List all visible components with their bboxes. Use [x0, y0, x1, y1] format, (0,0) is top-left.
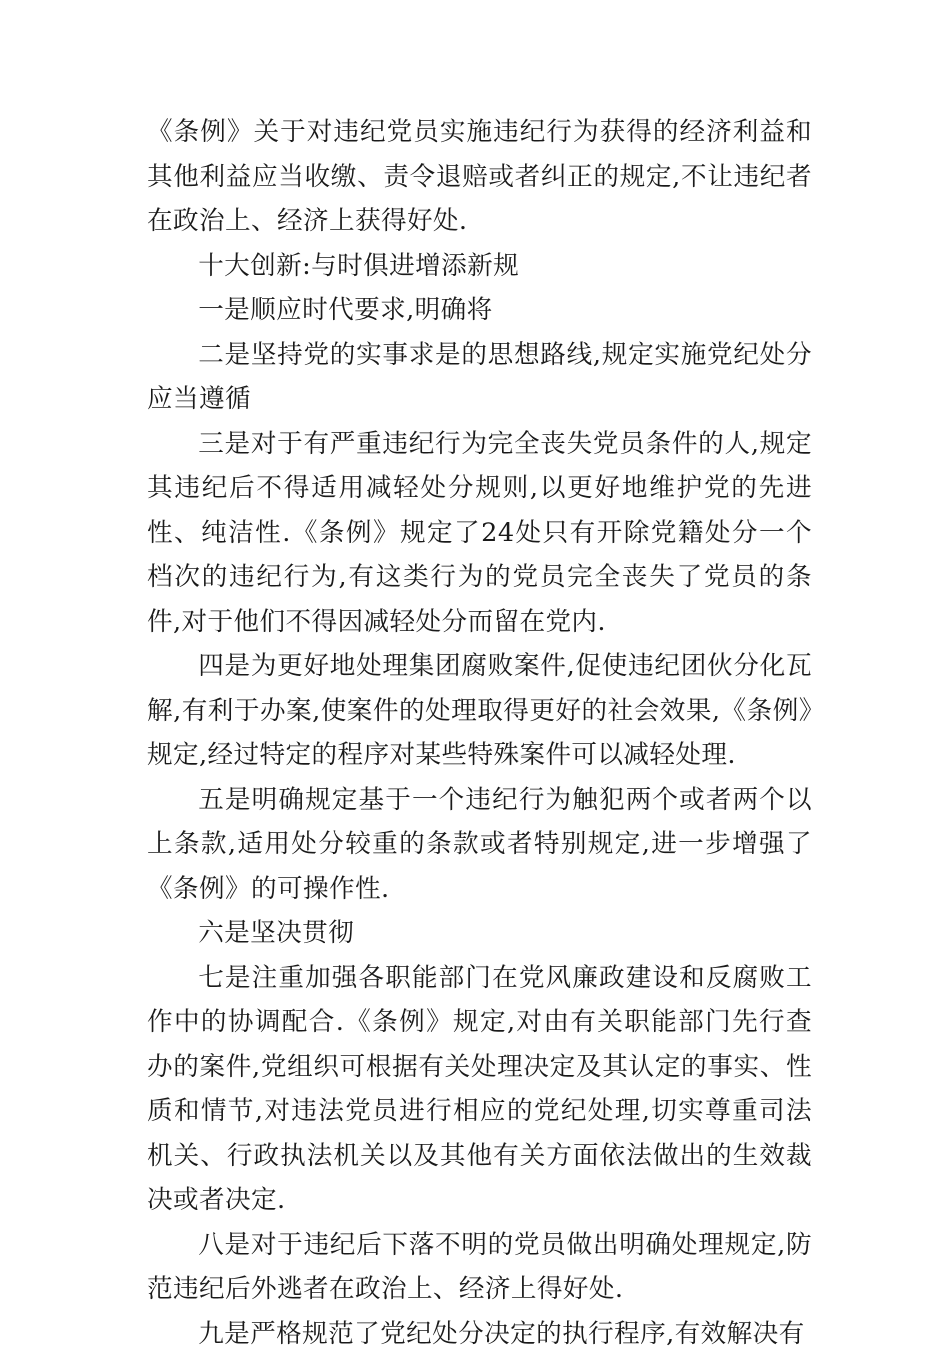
paragraph-4: 二是坚持党的实事求是的思想路线,规定实施党纪处分应当遵循 — [147, 333, 812, 422]
paragraph-1: 《条例》关于对违纪党员实施违纪行为获得的经济利益和其他利益应当收缴、责令退赔或者纠正的规定,不让违纪者在政治上、经济上获得好处. — [147, 110, 812, 244]
paragraph-11: 九是严格规范了党纪处分决定的执行程序,有效解决有 — [147, 1312, 812, 1356]
paragraph-6: 四是为更好地处理集团腐败案件,促使违纪团伙分化瓦解,有利于办案,使案件的处理取得更好的社会效果,《条例》规定,经过特定的程序对某些特殊案件可以减轻处理. — [147, 644, 812, 778]
paragraph-5: 三是对于有严重违纪行为完全丧失党员条件的人,规定其违纪后不得适用减轻处分规则,以更好地维护党的先进性、纯洁性.《条例》规定了24处只有开除党籍处分一个档次的违纪行为,有这类行为的党员完全丧失了党员的条件,对于他们不得因减轻处分而留在党内. — [147, 422, 812, 645]
paragraph-2-heading: 十大创新:与时俱进增添新规 — [147, 244, 812, 289]
document-body — [147, 110, 812, 1356]
paragraph-9: 七是注重加强各职能部门在党风廉政建设和反腐败工作中的协调配合.《条例》规定,对由有关职能部门先行查办的案件,党组织可根据有关处理决定及其认定的事实、性质和情节,对违法党员进行相应的党纪处理,切实尊重司法机关、行政执法机关以及其他有关方面依法做出的生效裁决或者决定. — [147, 956, 812, 1223]
paragraph-8: 六是坚决贯彻 — [147, 911, 812, 956]
paragraph-10: 八是对于违纪后下落不明的党员做出明确处理规定,防范违纪后外逃者在政治上、经济上得好处. — [147, 1223, 812, 1312]
paragraph-7: 五是明确规定基于一个违纪行为触犯两个或者两个以上条款,适用处分较重的条款或者特别规定,进一步增强了《条例》的可操作性. — [147, 778, 812, 912]
paragraph-3: 一是顺应时代要求,明确将 — [147, 288, 812, 333]
